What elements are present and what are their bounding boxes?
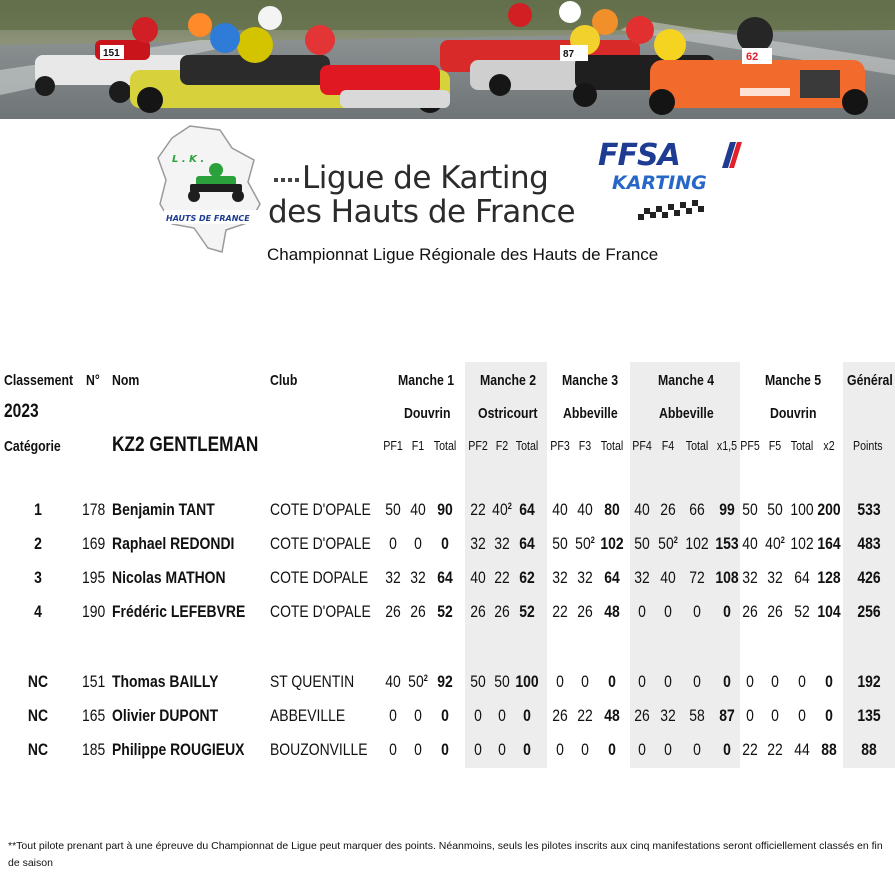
row-m5-col0: 32 bbox=[742, 568, 758, 587]
header-place-manche2: Ostricourt bbox=[478, 405, 538, 422]
subheader-manche1-pf1: PF1 bbox=[383, 438, 403, 453]
row-m1-col0: 32 bbox=[385, 568, 401, 587]
row-club: BOUZONVILLE bbox=[270, 740, 368, 759]
header-manche4: Manche 4 bbox=[658, 372, 715, 389]
subheader-manche1-f1: F1 bbox=[411, 438, 425, 453]
row-m4-col3: 0 bbox=[723, 672, 731, 691]
row-m2-col0: 22 bbox=[470, 500, 486, 519]
row-m5-col0: 40 bbox=[742, 534, 758, 553]
row-m5-col2: 44 bbox=[794, 740, 810, 759]
row-m3-col1: 0 bbox=[581, 672, 589, 691]
row-m5-col3: 104 bbox=[817, 602, 841, 621]
row-m4-col0: 0 bbox=[638, 740, 646, 759]
superscript-mark: 2 bbox=[673, 535, 678, 545]
row-m2-col2: 62 bbox=[519, 568, 535, 587]
row-general-points: 426 bbox=[857, 568, 881, 587]
row-m1-col1: 0 bbox=[414, 740, 422, 759]
league-title-line2: des Hauts de France bbox=[268, 194, 576, 230]
subheader-manche4-x15: x1,5 bbox=[716, 438, 738, 453]
checkered-flag-icon bbox=[638, 200, 710, 226]
row-m3-col1: 22 bbox=[577, 706, 593, 725]
row-m1-col1: 40 bbox=[410, 500, 426, 519]
row-club: COTE D'OPALE bbox=[270, 500, 371, 519]
row-rank: 1 bbox=[34, 500, 42, 519]
row-m1-col1: 26 bbox=[410, 602, 426, 621]
row-m5-col2: 100 bbox=[790, 500, 814, 519]
row-m2-col0: 32 bbox=[470, 534, 486, 553]
subheader-manche2-f2: F2 bbox=[495, 438, 509, 453]
row-m5-col3: 0 bbox=[825, 706, 833, 725]
row-driver-name: Olivier DUPONT bbox=[112, 706, 219, 725]
row-m3-col2: 80 bbox=[604, 500, 620, 519]
row-driver-name: Nicolas MATHON bbox=[112, 568, 226, 587]
row-m3-col2: 0 bbox=[608, 740, 616, 759]
row-m1-col2: 0 bbox=[441, 740, 449, 759]
subheader-manche4-pf4: PF4 bbox=[632, 438, 652, 453]
row-m4-col0: 26 bbox=[634, 706, 650, 725]
ffsa-stripe-icon bbox=[722, 142, 742, 168]
league-title-line1: Ligue de Karting bbox=[302, 160, 549, 196]
row-m2-col0: 26 bbox=[470, 602, 486, 621]
row-rank: 2 bbox=[34, 534, 42, 553]
row-m2-col1: $40^2$ bbox=[492, 500, 512, 519]
row-rank: 4 bbox=[34, 602, 42, 621]
row-m2-col2: 52 bbox=[519, 602, 535, 621]
row-m3-col0: 50 bbox=[552, 534, 568, 553]
category-name: KZ2 GENTLEMAN bbox=[112, 433, 259, 456]
row-driver-name: Thomas BAILLY bbox=[112, 672, 219, 691]
row-m2-col1: 50 bbox=[494, 672, 510, 691]
header-points: Points bbox=[853, 438, 883, 453]
row-m4-col2: 66 bbox=[689, 500, 705, 519]
row-m3-col2: 0 bbox=[608, 672, 616, 691]
row-m4-col3: 0 bbox=[723, 740, 731, 759]
row-m3-col2: 64 bbox=[604, 568, 620, 587]
row-m1-col1: $50^2$ bbox=[408, 672, 428, 691]
row-m4-col2: 72 bbox=[689, 568, 705, 587]
row-m5-col0: 26 bbox=[742, 602, 758, 621]
row-m4-col2: 0 bbox=[693, 740, 701, 759]
header-name: Nom bbox=[112, 372, 140, 389]
row-rank: NC bbox=[27, 672, 49, 691]
subheader-manche3-pf3: PF3 bbox=[550, 438, 570, 453]
header-classement: Classement bbox=[4, 372, 74, 389]
row-club: ST QUENTIN bbox=[270, 672, 355, 691]
row-m5-col3: 164 bbox=[817, 534, 841, 553]
row-m3-col0: 26 bbox=[552, 706, 568, 725]
row-m3-col1: 32 bbox=[577, 568, 593, 587]
row-m4-col0: 0 bbox=[638, 672, 646, 691]
kart-number-left: 151 bbox=[103, 48, 120, 59]
row-m3-col2: 102 bbox=[600, 534, 624, 553]
row-m3-col1: 40 bbox=[577, 500, 593, 519]
subheader-manche3-f3: F3 bbox=[578, 438, 592, 453]
row-m3-col0: 40 bbox=[552, 500, 568, 519]
superscript-mark: 2 bbox=[423, 673, 428, 683]
row-club: COTE D'OPALE bbox=[270, 534, 371, 553]
header-place-manche5: Douvrin bbox=[770, 405, 817, 422]
superscript-mark: 2 bbox=[507, 501, 512, 511]
row-rank: NC bbox=[27, 706, 49, 725]
row-m5-col1: 26 bbox=[767, 602, 783, 621]
speed-lines-icon bbox=[274, 172, 304, 188]
row-m2-col1: 32 bbox=[494, 534, 510, 553]
row-m4-col2: 102 bbox=[685, 534, 709, 553]
row-club: COTE D'OPALE bbox=[270, 602, 371, 621]
subheader-manche4-total: Total bbox=[685, 438, 709, 453]
kart-number-middle: 87 bbox=[563, 49, 575, 60]
header-manche5: Manche 5 bbox=[765, 372, 822, 389]
ffsa-karting-text: KARTING bbox=[612, 172, 707, 194]
row-m4-col3: 153 bbox=[715, 534, 739, 553]
header-club: Club bbox=[270, 372, 298, 389]
row-m3-col2: 48 bbox=[604, 706, 620, 725]
subheader-manche3-total: Total bbox=[600, 438, 624, 453]
header-banner-photo bbox=[0, 0, 895, 119]
row-m3-col0: 32 bbox=[552, 568, 568, 587]
row-general-points: 192 bbox=[857, 672, 881, 691]
row-m3-col0: 0 bbox=[556, 740, 564, 759]
row-m1-col2: 52 bbox=[437, 602, 453, 621]
row-driver-name: Benjamin TANT bbox=[112, 500, 215, 519]
row-m4-col1: $50^2$ bbox=[658, 534, 678, 553]
row-m5-col2: 52 bbox=[794, 602, 810, 621]
row-general-points: 256 bbox=[857, 602, 881, 621]
row-m2-col0: 0 bbox=[474, 740, 482, 759]
lk-region-label: HAUTS DE FRANCE bbox=[166, 214, 250, 223]
row-general-points: 533 bbox=[857, 500, 881, 519]
row-m4-col0: 32 bbox=[634, 568, 650, 587]
row-m4-col1: 40 bbox=[660, 568, 676, 587]
row-m5-col2: 64 bbox=[794, 568, 810, 587]
row-m4-col2: 0 bbox=[693, 672, 701, 691]
row-m4-col1: 0 bbox=[664, 602, 672, 621]
row-rank: NC bbox=[27, 740, 49, 759]
row-m5-col2: 102 bbox=[790, 534, 814, 553]
row-m1-col1: 32 bbox=[410, 568, 426, 587]
subheader-manche4-f4: F4 bbox=[661, 438, 675, 453]
row-club: COTE DOPALE bbox=[270, 568, 369, 587]
row-m4-col3: 0 bbox=[723, 602, 731, 621]
championship-subtitle: Championnat Ligue Régionale des Hauts de France bbox=[267, 245, 659, 264]
row-general-points: 135 bbox=[857, 706, 881, 725]
ffsa-logo-text: FFSA bbox=[598, 138, 680, 173]
row-m2-col0: 40 bbox=[470, 568, 486, 587]
row-m1-col2: 92 bbox=[437, 672, 453, 691]
row-m5-col1: $40^2$ bbox=[765, 534, 785, 553]
row-m5-col0: 50 bbox=[742, 500, 758, 519]
row-m5-col2: 0 bbox=[798, 706, 806, 725]
row-club: ABBEVILLE bbox=[270, 706, 346, 725]
row-m4-col1: 0 bbox=[664, 740, 672, 759]
subheader-manche5-x2: x2 bbox=[823, 438, 835, 453]
row-m5-col3: 88 bbox=[821, 740, 837, 759]
row-general-points: 483 bbox=[857, 534, 881, 553]
row-m4-col1: 0 bbox=[664, 672, 672, 691]
row-m5-col3: 200 bbox=[817, 500, 841, 519]
row-m4-col0: 0 bbox=[638, 602, 646, 621]
row-kart-number: 178 bbox=[82, 500, 106, 519]
row-m2-col2: 64 bbox=[519, 534, 535, 553]
row-m4-col1: 26 bbox=[660, 500, 676, 519]
row-m4-col3: 87 bbox=[719, 706, 735, 725]
subheader-manche5-f5: F5 bbox=[768, 438, 782, 453]
row-m2-col1: 0 bbox=[498, 706, 506, 725]
row-m5-col3: 128 bbox=[817, 568, 841, 587]
row-m4-col1: 32 bbox=[660, 706, 676, 725]
row-m3-col1: 0 bbox=[581, 740, 589, 759]
row-m3-col1: 26 bbox=[577, 602, 593, 621]
row-m2-col0: 0 bbox=[474, 706, 482, 725]
superscript-mark: 2 bbox=[590, 535, 595, 545]
row-m3-col0: 22 bbox=[552, 602, 568, 621]
row-m4-col2: 58 bbox=[689, 706, 705, 725]
row-m5-col0: 22 bbox=[742, 740, 758, 759]
lk-initials: L . K . bbox=[172, 154, 205, 165]
subheader-manche5-total: Total bbox=[790, 438, 814, 453]
row-m5-col1: 22 bbox=[767, 740, 783, 759]
karting-race-photo bbox=[0, 0, 895, 119]
row-kart-number: 185 bbox=[82, 740, 106, 759]
row-rank: 3 bbox=[34, 568, 42, 587]
row-m2-col1: 26 bbox=[494, 602, 510, 621]
row-kart-number: 169 bbox=[82, 534, 106, 553]
row-m5-col1: 32 bbox=[767, 568, 783, 587]
row-m1-col0: 0 bbox=[389, 740, 397, 759]
header-manche3: Manche 3 bbox=[562, 372, 619, 389]
row-m3-col1: $50^2$ bbox=[575, 534, 595, 553]
row-driver-name: Raphael REDONDI bbox=[112, 534, 235, 553]
row-kart-number: 195 bbox=[82, 568, 106, 587]
row-driver-name: Frédéric LEFEBVRE bbox=[112, 602, 246, 621]
row-kart-number: 151 bbox=[82, 672, 106, 691]
subheader-manche2-total: Total bbox=[515, 438, 539, 453]
footnote: **Tout pilote prenant part à une épreuve du Championnat de Ligue peut marquer des points. Néanmoins, seuls les pilotes inscrits aux cinq manifestations seront officiellement classés en fin de saison bbox=[8, 840, 883, 869]
row-m4-col2: 0 bbox=[693, 602, 701, 621]
row-m1-col2: 64 bbox=[437, 568, 453, 587]
header-manche2: Manche 2 bbox=[480, 372, 537, 389]
row-m1-col0: 0 bbox=[389, 706, 397, 725]
row-m1-col0: 40 bbox=[385, 672, 401, 691]
region-map-emblem bbox=[150, 120, 270, 260]
row-m1-col2: 0 bbox=[441, 534, 449, 553]
row-m1-col1: 0 bbox=[414, 706, 422, 725]
row-m5-col0: 0 bbox=[746, 672, 754, 691]
row-m5-col1: 50 bbox=[767, 500, 783, 519]
row-m5-col3: 0 bbox=[825, 672, 833, 691]
row-m3-col2: 48 bbox=[604, 602, 620, 621]
row-m2-col2: 0 bbox=[523, 706, 531, 725]
row-m1-col2: 0 bbox=[441, 706, 449, 725]
row-m3-col0: 0 bbox=[556, 672, 564, 691]
row-m2-col2: 100 bbox=[515, 672, 539, 691]
row-kart-number: 190 bbox=[82, 602, 106, 621]
row-m1-col1: 0 bbox=[414, 534, 422, 553]
row-m5-col0: 0 bbox=[746, 706, 754, 725]
header-place-manche3: Abbeville bbox=[563, 405, 618, 422]
subheader-manche2-pf2: PF2 bbox=[468, 438, 488, 453]
row-m5-col1: 0 bbox=[771, 672, 779, 691]
row-m1-col0: 50 bbox=[385, 500, 401, 519]
header-categorie: Catégorie bbox=[4, 438, 61, 455]
row-m4-col0: 40 bbox=[634, 500, 650, 519]
header-year: 2023 bbox=[4, 401, 39, 422]
superscript-mark: 2 bbox=[780, 535, 785, 545]
row-driver-name: Philippe ROUGIEUX bbox=[112, 740, 245, 759]
row-m4-col0: 50 bbox=[634, 534, 650, 553]
row-m2-col2: 64 bbox=[519, 500, 535, 519]
row-m1-col2: 90 bbox=[437, 500, 453, 519]
row-m2-col0: 50 bbox=[470, 672, 486, 691]
row-m4-col3: 108 bbox=[715, 568, 739, 587]
row-m2-col2: 0 bbox=[523, 740, 531, 759]
row-kart-number: 165 bbox=[82, 706, 106, 725]
row-m5-col1: 0 bbox=[771, 706, 779, 725]
header-place-manche4: Abbeville bbox=[659, 405, 714, 422]
row-m2-col1: 0 bbox=[498, 740, 506, 759]
header-place-manche1: Douvrin bbox=[404, 405, 451, 422]
header-manche1: Manche 1 bbox=[398, 372, 455, 389]
header-number: N° bbox=[86, 372, 100, 389]
row-m1-col0: 0 bbox=[389, 534, 397, 553]
header-general: Général bbox=[847, 372, 893, 389]
row-m5-col2: 0 bbox=[798, 672, 806, 691]
row-m1-col0: 26 bbox=[385, 602, 401, 621]
row-m4-col3: 99 bbox=[719, 500, 735, 519]
subheader-manche1-total: Total bbox=[433, 438, 457, 453]
row-general-points: 88 bbox=[861, 740, 877, 759]
row-m2-col1: 22 bbox=[494, 568, 510, 587]
kart-number-right: 62 bbox=[746, 51, 759, 63]
subheader-manche5-pf5: PF5 bbox=[740, 438, 760, 453]
